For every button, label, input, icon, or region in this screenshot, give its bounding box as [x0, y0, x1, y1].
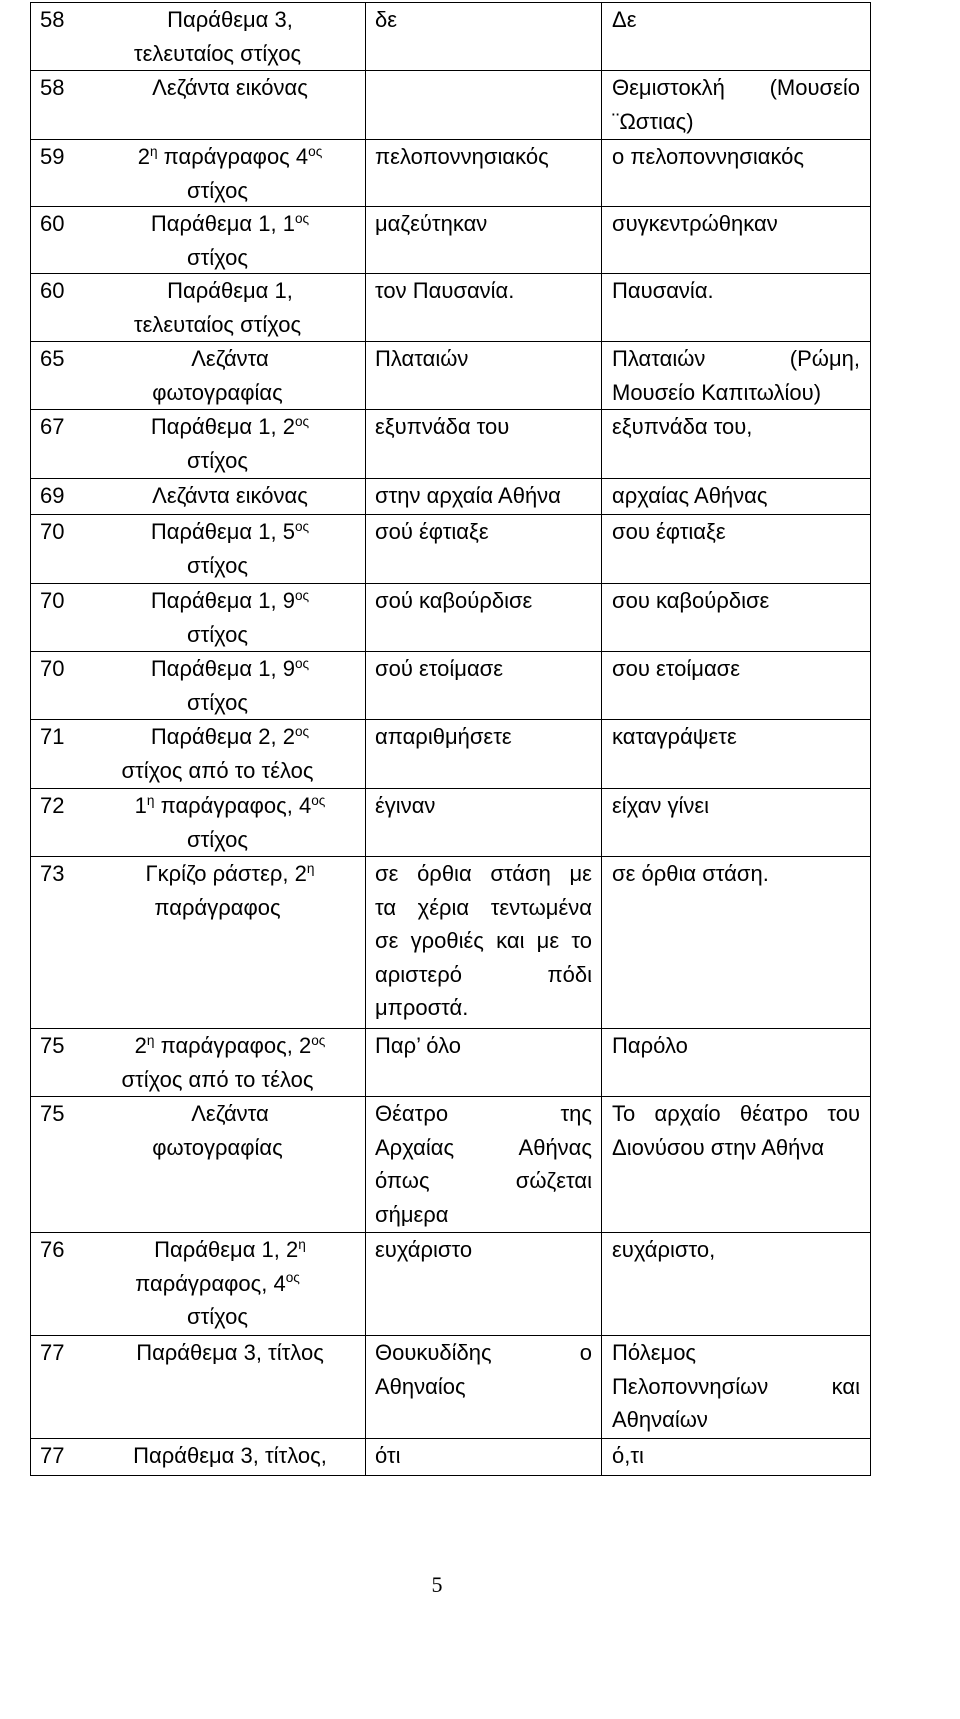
errata-row: [31, 3, 870, 71]
text-segment: σου ετοίμασε: [612, 656, 741, 681]
location-line: [75, 308, 360, 342]
superscript-ordinal: ος: [294, 655, 310, 671]
errata-row: [31, 342, 870, 410]
location-line: [100, 3, 360, 37]
page-reference: 70: [40, 519, 65, 544]
text-segment: ο πελοποννησιακός: [612, 144, 805, 169]
corrected-text-cell: [601, 515, 870, 583]
superscript-ordinal: η: [146, 1032, 155, 1048]
text-segment: όπως σώζεται: [375, 1168, 592, 1194]
superscript-ordinal: ος: [294, 210, 310, 226]
printed-text-cell: [365, 479, 601, 514]
printed-text-line: [375, 410, 592, 444]
location-cell: [31, 140, 365, 206]
text-segment: σήμερα: [375, 1201, 449, 1227]
text-segment: σε όρθια στάση.: [612, 861, 769, 886]
location-line: [100, 584, 360, 618]
printed-text-line: [375, 1198, 592, 1232]
corrected-text-cell: [601, 342, 870, 409]
text-segment: στίχος: [187, 552, 248, 578]
errata-table: [30, 2, 871, 1476]
text-segment: έγιναν: [375, 793, 436, 818]
text-segment: 2: [137, 144, 150, 169]
printed-text-line: [375, 1336, 592, 1370]
location-line: [100, 207, 360, 241]
corrected-text-line: [612, 1370, 860, 1404]
printed-text-line: [375, 584, 592, 618]
printed-text-line: [375, 1164, 592, 1198]
text-segment: δε: [375, 7, 398, 32]
location-line: [100, 789, 360, 823]
corrected-text-cell: [601, 71, 870, 139]
printed-text-line: [375, 1439, 592, 1473]
printed-text-line: [375, 479, 592, 513]
location-line: [100, 140, 360, 174]
superscript-ordinal: η: [298, 1236, 306, 1252]
text-segment: Λεζάντα εικόνας: [152, 75, 308, 100]
location-line: [100, 479, 360, 513]
printed-text-cell: [365, 720, 601, 788]
printed-text-line: [375, 3, 592, 37]
text-segment: Παράθεμα 2, 2: [150, 724, 295, 749]
text-segment: στίχος από το τέλος: [121, 757, 314, 783]
printed-text-line: [375, 924, 592, 958]
page-reference: 70: [40, 656, 65, 681]
text-segment: ευχάριστο: [375, 1237, 473, 1262]
text-segment: στίχος: [187, 244, 248, 270]
errata-row: [31, 789, 870, 857]
errata-row: [31, 71, 870, 140]
text-segment: στίχος: [187, 1304, 248, 1330]
page-reference: 77: [40, 1340, 65, 1365]
page-reference: 67: [40, 414, 65, 439]
location-line: [100, 274, 360, 308]
errata-row: [31, 207, 870, 274]
location-cell: [31, 1439, 365, 1475]
corrected-text-line: [612, 1233, 860, 1267]
text-segment: στίχος: [187, 447, 248, 473]
location-cell: [31, 1029, 365, 1096]
location-line: [100, 410, 360, 444]
printed-text-cell: [365, 789, 601, 856]
text-segment: σου καβούρδισε: [612, 588, 770, 613]
page-reference: 76: [40, 1237, 65, 1262]
errata-row: [31, 652, 870, 720]
text-segment: Παράθεμα 1,: [167, 278, 293, 303]
printed-text-cell: [365, 1029, 601, 1096]
corrected-text-cell: [601, 410, 870, 478]
text-segment: ευχάριστο,: [612, 1237, 716, 1262]
text-segment: εξυπνάδα του,: [612, 414, 753, 439]
location-line: [100, 1336, 360, 1370]
text-segment: σου έφτιαξε: [612, 519, 726, 544]
printed-text-line: [375, 652, 592, 686]
printed-text-line: [375, 1370, 592, 1404]
text-segment: Παράθεμα 1, 1: [150, 211, 295, 236]
printed-text-line: [375, 720, 592, 754]
location-line: [100, 1029, 360, 1063]
text-segment: Αρχαίας Αθήνας: [375, 1134, 592, 1160]
superscript-ordinal: ος: [308, 143, 323, 159]
location-cell: [31, 1336, 365, 1438]
location-line: [75, 1063, 360, 1097]
text-segment: στην αρχαία Αθήνα: [375, 483, 561, 508]
text-segment: στίχος: [187, 621, 248, 647]
text-segment: παράγραφος, 4: [154, 793, 312, 818]
text-segment: Γκρίζο ράστερ, 2: [145, 861, 307, 886]
location-line: [75, 174, 360, 208]
errata-row: [31, 584, 870, 652]
page-reference: 70: [40, 588, 65, 613]
text-segment: Παράθεμα 1, 9: [150, 656, 295, 681]
corrected-text-line: [612, 410, 860, 444]
corrected-text-line: [612, 274, 860, 308]
corrected-text-cell: [601, 1029, 870, 1096]
corrected-text-cell: [601, 3, 870, 70]
text-segment: Λεζάντα εικόνας: [152, 483, 308, 508]
page-reference: 69: [40, 483, 65, 508]
text-segment: Θεμιστοκλή (Μουσείο: [612, 75, 860, 100]
location-line: [75, 444, 360, 478]
location-cell: [31, 479, 365, 514]
errata-row: [31, 1336, 870, 1439]
printed-text-cell: [365, 71, 601, 139]
corrected-text-line: [612, 515, 860, 549]
printed-text-cell: [365, 3, 601, 70]
superscript-ordinal: η: [306, 860, 315, 876]
text-segment: Πλαταιών (Ρώμη,: [612, 346, 860, 371]
text-segment: Πόλεμος: [612, 1340, 697, 1365]
text-segment: 1: [134, 793, 147, 818]
page-reference: 58: [40, 75, 65, 100]
location-line: [75, 376, 360, 410]
corrected-text-cell: [601, 584, 870, 651]
text-segment: σού έφτιαξε: [375, 519, 489, 544]
text-segment: Λεζάντα: [191, 346, 269, 371]
text-segment: ¨Ωστιας): [612, 108, 694, 134]
text-segment: πελοποννησιακός: [375, 144, 549, 169]
printed-text-cell: [365, 342, 601, 409]
corrected-text-cell: [601, 720, 870, 788]
text-segment: 2: [134, 1033, 147, 1058]
text-segment: σού καβούρδισε: [375, 588, 533, 613]
location-cell: [31, 410, 365, 478]
printed-text-line: [375, 1029, 592, 1063]
printed-text-line: [375, 342, 592, 376]
page-reference: 60: [40, 211, 65, 236]
errata-row: [31, 515, 870, 584]
errata-row: [31, 479, 870, 515]
location-cell: [31, 584, 365, 651]
page-reference: 75: [40, 1101, 65, 1126]
location-line: [100, 1097, 360, 1131]
corrected-text-line: [612, 789, 860, 823]
superscript-ordinal: η: [149, 143, 158, 159]
text-segment: Θουκυδίδης ο: [375, 1340, 592, 1365]
superscript-ordinal: η: [146, 792, 155, 808]
text-segment: μαζεύτηκαν: [375, 211, 488, 236]
corrected-text-line: [612, 207, 860, 241]
corrected-text-line: [612, 71, 860, 105]
superscript-ordinal: ος: [294, 587, 310, 603]
text-segment: ό,τι: [612, 1443, 644, 1468]
location-cell: [31, 207, 365, 273]
printed-text-line: [375, 140, 592, 174]
printed-text-cell: [365, 1097, 601, 1232]
corrected-text-cell: [601, 479, 870, 514]
text-segment: Λεζάντα: [191, 1101, 269, 1126]
location-line: [75, 37, 360, 71]
corrected-text-line: [612, 1131, 860, 1165]
printed-text-cell: [365, 1336, 601, 1438]
printed-text-line: [375, 1233, 592, 1267]
superscript-ordinal: ος: [294, 723, 310, 739]
location-cell: [31, 342, 365, 409]
printed-text-cell: [365, 1233, 601, 1335]
location-cell: [31, 515, 365, 583]
location-line: [75, 754, 360, 788]
text-segment: αριστερό πόδι: [375, 961, 592, 987]
errata-row: [31, 1233, 870, 1336]
text-segment: παράγραφος, 2: [154, 1033, 312, 1058]
text-segment: τον Παυσανία.: [375, 278, 515, 303]
page-reference: 73: [40, 861, 65, 886]
errata-row: [31, 1097, 870, 1233]
errata-row: [31, 140, 870, 207]
corrected-text-line: [612, 479, 860, 513]
corrected-text-line: [612, 105, 860, 139]
superscript-ordinal: ος: [294, 518, 310, 534]
text-segment: Παυσανία.: [612, 278, 714, 303]
text-segment: στίχος από το τέλος: [121, 1066, 314, 1092]
corrected-text-cell: [601, 789, 870, 856]
superscript-ordinal: ος: [285, 1270, 300, 1286]
text-segment: Διονύσου στην Αθήνα: [612, 1134, 825, 1160]
text-segment: ότι: [375, 1443, 401, 1468]
location-cell: [31, 1233, 365, 1335]
text-segment: Θέατρο της: [375, 1101, 592, 1126]
text-segment: Το αρχαίο θέατρο του: [612, 1101, 860, 1126]
printed-text-line: [375, 207, 592, 241]
location-line: [100, 1233, 360, 1267]
text-segment: σού ετοίμασε: [375, 656, 504, 681]
printed-text-line: [375, 1097, 592, 1131]
errata-row: [31, 857, 870, 1029]
printed-text-cell: [365, 857, 601, 1028]
corrected-text-line: [612, 1097, 860, 1131]
location-cell: [31, 789, 365, 856]
printed-text-line: [375, 857, 592, 891]
location-line: [100, 71, 360, 105]
location-cell: [31, 1097, 365, 1232]
corrected-text-line: [612, 1403, 860, 1437]
text-segment: Παράθεμα 1, 9: [150, 588, 295, 613]
errata-row: [31, 720, 870, 789]
page-reference: 72: [40, 793, 65, 818]
printed-text-cell: [365, 207, 601, 273]
text-segment: απαριθμήσετε: [375, 724, 512, 749]
printed-text-line: [375, 991, 592, 1025]
printed-text-cell: [365, 1439, 601, 1475]
location-cell: [31, 857, 365, 1028]
text-segment: σε όρθια στάση με: [375, 861, 592, 886]
location-line: [100, 342, 360, 376]
printed-text-line: [375, 891, 592, 925]
corrected-text-line: [612, 342, 860, 376]
printed-text-cell: [365, 515, 601, 583]
errata-row: [31, 274, 870, 342]
page-reference: 65: [40, 346, 65, 371]
location-line: [75, 686, 360, 720]
corrected-text-line: [612, 376, 860, 410]
corrected-text-line: [612, 652, 860, 686]
text-segment: στίχος: [187, 177, 248, 203]
corrected-text-cell: [601, 1233, 870, 1335]
printed-text-cell: [365, 140, 601, 206]
printed-text-line: [375, 789, 592, 823]
text-segment: Πελοποννησίων και: [612, 1373, 860, 1399]
text-segment: Πλαταιών: [375, 346, 469, 371]
printed-text-cell: [365, 584, 601, 651]
location-line: [100, 720, 360, 754]
page-reference: 75: [40, 1033, 65, 1058]
location-cell: [31, 652, 365, 719]
errata-row: [31, 410, 870, 479]
corrected-text-cell: [601, 1097, 870, 1232]
location-line: [75, 823, 360, 857]
corrected-text-cell: [601, 207, 870, 273]
text-segment: Αθηναίος: [375, 1373, 466, 1399]
location-cell: [31, 274, 365, 341]
text-segment: παράγραφος 4: [157, 144, 309, 169]
location-line: [75, 1131, 360, 1165]
location-line: [75, 1267, 360, 1301]
printed-text-cell: [365, 652, 601, 719]
printed-text-line: [375, 1131, 592, 1165]
corrected-text-line: [612, 3, 860, 37]
location-line: [100, 652, 360, 686]
page-number: 5: [431, 1572, 443, 1597]
corrected-text-line: [612, 720, 860, 754]
text-segment: Παράθεμα 1, 5: [150, 519, 295, 544]
corrected-text-cell: [601, 857, 870, 1028]
text-segment: τελευταίος στίχος: [133, 40, 302, 66]
text-segment: Παρόλο: [612, 1033, 688, 1058]
corrected-text-line: [612, 1029, 860, 1063]
text-segment: Παράθεμα 3,: [167, 7, 293, 32]
corrected-text-cell: [601, 274, 870, 341]
superscript-ordinal: ος: [311, 1032, 326, 1048]
text-segment: στίχος: [187, 826, 248, 852]
page-reference: 58: [40, 7, 65, 32]
text-segment: μπροστά.: [375, 995, 469, 1021]
page-reference: 59: [40, 144, 65, 169]
text-segment: Παράθεμα 1, 2: [154, 1237, 299, 1262]
location-line: [75, 618, 360, 652]
text-segment: παράγραφος: [154, 894, 281, 920]
location-cell: [31, 3, 365, 70]
corrected-text-line: [612, 1439, 860, 1473]
text-segment: καταγράψετε: [612, 724, 737, 749]
corrected-text-line: [612, 584, 860, 618]
superscript-ordinal: ος: [311, 792, 326, 808]
location-line: [100, 857, 360, 891]
corrected-text-cell: [601, 652, 870, 719]
location-line: [75, 1300, 360, 1334]
page-reference: 77: [40, 1443, 65, 1468]
text-segment: Παράθεμα 1, 2: [150, 414, 295, 439]
printed-text-line: [375, 958, 592, 992]
text-segment: στίχος: [187, 689, 248, 715]
text-segment: Αθηναίων: [612, 1407, 708, 1433]
text-segment: Παράθεμα 3, τίτλος,: [133, 1443, 327, 1468]
text-segment: Παρ’ όλο: [375, 1033, 462, 1058]
printed-text-cell: [365, 274, 601, 341]
location-cell: [31, 71, 365, 139]
corrected-text-cell: [601, 1336, 870, 1438]
text-segment: φωτογραφίας: [152, 1134, 283, 1160]
location-line: [100, 1439, 360, 1473]
page-reference: 71: [40, 724, 65, 749]
text-segment: τελευταίος στίχος: [133, 311, 302, 337]
corrected-text-line: [612, 857, 860, 891]
printed-text-cell: [365, 410, 601, 478]
text-segment: φωτογραφίας: [152, 379, 283, 405]
location-line: [75, 241, 360, 275]
text-segment: Μουσείο Καπιτωλίου): [612, 379, 822, 405]
text-segment: συγκεντρώθηκαν: [612, 211, 778, 236]
location-line: [75, 891, 360, 925]
text-segment: παράγραφος, 4: [135, 1270, 286, 1296]
superscript-ordinal: ος: [294, 413, 310, 429]
corrected-text-line: [612, 140, 860, 174]
location-cell: [31, 720, 365, 788]
corrected-text-line: [612, 1336, 860, 1370]
printed-text-line: [375, 515, 592, 549]
corrected-text-cell: [601, 1439, 870, 1475]
text-segment: αρχαίας Αθήνας: [612, 483, 768, 508]
text-segment: σε γροθιές και με το: [375, 928, 592, 954]
text-segment: εξυπνάδα του: [375, 414, 510, 439]
text-segment: είχαν γίνει: [612, 793, 710, 818]
text-segment: Παράθεμα 3, τίτλος: [136, 1340, 324, 1365]
location-line: [75, 549, 360, 583]
text-segment: Δε: [612, 7, 637, 32]
errata-row: [31, 1029, 870, 1097]
location-line: [100, 515, 360, 549]
errata-row: [31, 1439, 870, 1476]
printed-text-line: [375, 274, 592, 308]
text-segment: τα χέρια τεντωμένα: [375, 894, 592, 920]
corrected-text-cell: [601, 140, 870, 206]
page-reference: 60: [40, 278, 65, 303]
